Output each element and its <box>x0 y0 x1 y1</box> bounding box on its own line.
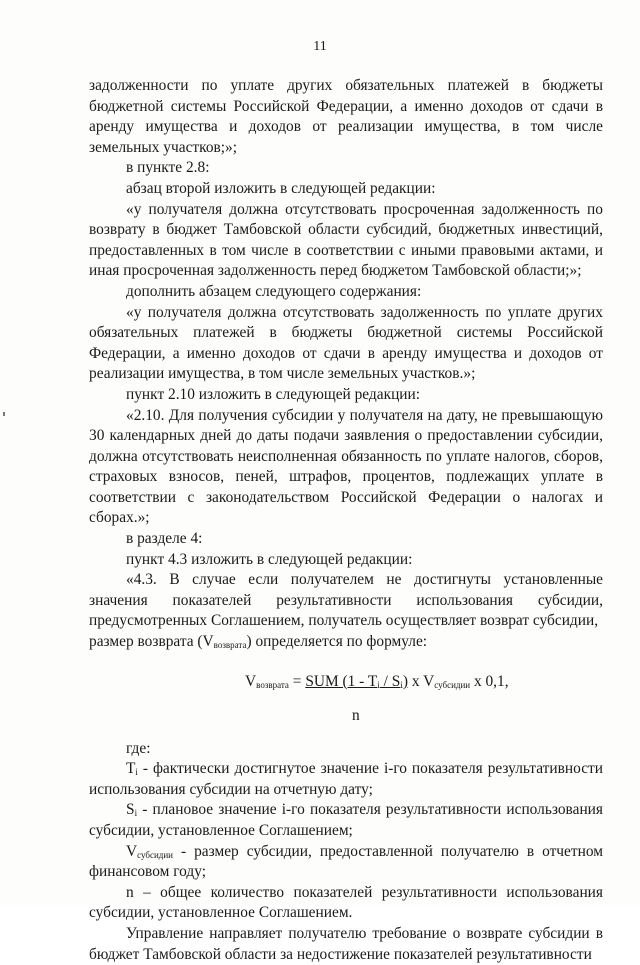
paragraph-4: «у получателя должна отсутствовать просроченная задолженность по возврату в бюджет Тамбовской области субсидий, бюджетных инвестиций, предоставленных в том числе в соответствии с иными правовыми актами, и иная просроченная задолженность перед бюджетом Тамбовской области;»; <box>89 200 603 280</box>
formula-block <box>89 653 603 739</box>
definition-v: $V_{субсидии}$ - размер субсидии, предоставленной получателю в отчетном финансовом году; <box>89 842 603 881</box>
definition-t: $T_i$ - фактически достигнутое значение i-го показателя результативности использования субсидии на отчетную дату; <box>89 760 603 798</box>
paragraph-6: «у получателя должна отсутствовать задолженность по уплате других обязательных платежей в бюджеты бюджетной системы Российской Федерации, а именно доходов от сдачи в аренду имущества и доходов от реализации имущества, в том числе земельных участков.»; <box>89 303 603 383</box>
formula-intro-before: размер возврата (V <box>89 633 214 651</box>
formula-intro-sub: возврата <box>213 640 247 651</box>
formula-lhs-sub: возврата <box>256 679 289 690</box>
paragraph-3: абзац второй изложить в следующей редакции: <box>126 179 436 197</box>
formula-intro <box>89 632 603 653</box>
paragraph-9: в разделе 4: <box>126 530 203 548</box>
document-body <box>89 76 603 965</box>
page-number: 11 <box>313 39 327 54</box>
paragraph-1: задолженности по уплате других обязательных платежей в бюджеты бюджетной системы Российской Федерации, а именно доходов от сдачи в аренду имущества и доходов от реализации имущества, в том числе земельных участков;»; <box>89 77 603 156</box>
definition-s: $S_i$ - плановое значение i-го показателя результативности использования субсидии, установленное Соглашением; <box>89 801 603 839</box>
formula-tail: x 0,1, <box>470 672 509 690</box>
formula-eq: = <box>288 672 306 690</box>
paragraph-7: пункт 2.10 изложить в следующей редакции: <box>126 385 421 403</box>
formula-v-sub: субсидии <box>434 679 471 690</box>
formula-lhs: V <box>245 672 257 690</box>
paragraph-2: в пункте 2.8: <box>126 159 210 177</box>
where-label: где: <box>126 739 151 757</box>
formula-numerator: SUM $(1 - T_i / S_i)$ <box>305 672 408 690</box>
scan-mark <box>3 412 5 416</box>
formula-intro-after: ) определяется по формуле: <box>246 633 428 651</box>
paragraph-8: «2.10. Для получения субсидии у получателя на дату, не превышающую 30 календарных дней до даты подачи заявления о предоставлении субсидии, должна отсутствовать неисполненная обязанность по уплате налогов, сборов, страховых взносов, пеней, штрафов, процентов, подлежащих уплате в соответствии с законодательством Российской Федерации о налогах и сборах.»; <box>89 406 603 527</box>
definition-n: n – общее количество показателей результативности использования субсидии, установленное Соглашением. <box>89 883 603 922</box>
paragraph-10: пункт 4.3 изложить в следующей редакции: <box>126 550 413 568</box>
formula-line <box>245 672 509 693</box>
formula-times: x V <box>408 672 435 690</box>
formula-denominator: n <box>352 706 360 724</box>
closing-paragraph: Управление направляет получателю требование о возврате субсидии в бюджет Тамбовской области за недостижение показателей результативности <box>89 924 603 963</box>
paragraph-11: «4.3. В случае если получателем не достигнуты установленные значения показателей результативности использования субсидии, предусмотренных Соглашением, получатель осуществляет возврат субсидии, <box>89 571 603 630</box>
paragraph-5: дополнить абзацем следующего содержания: <box>126 282 422 300</box>
